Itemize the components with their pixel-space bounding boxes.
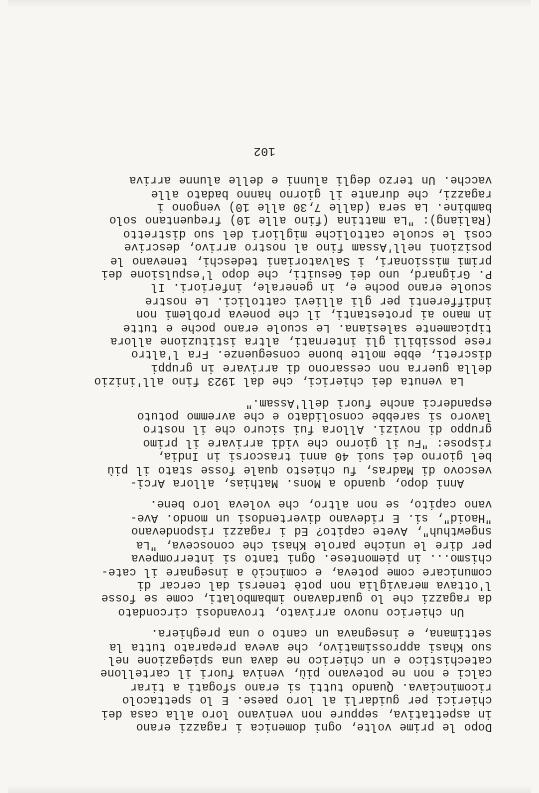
text-line: bel giorno dei suoi 40 anni trascorsi in India, xyxy=(157,449,492,463)
text-line: per dire le uniche parole Khasi che conosceva, "La xyxy=(136,537,492,551)
text-line: Dopo le prime volte, ogni domenica i ragazzi erano xyxy=(136,720,492,733)
text-line: bambine. La sera (dalle 7,30 alle 10) vengono i xyxy=(157,199,492,213)
text-line: ricominciava. Quando tutti si erano sfogati a tirar xyxy=(130,679,492,693)
paragraph xyxy=(37,173,492,388)
text-line: vescovo di Madras, fu chiesto quale fosse stato il più xyxy=(107,462,492,476)
text-line: primi missionari, i Salvatoriani tedeschi, tenevano le xyxy=(110,253,492,267)
text-line: P. Grignard, uno dei Gesuiti, che dopo l'espulsione dei xyxy=(101,267,492,280)
text-line: posizioni nell'Assam fino al nostro arrivo, descrive xyxy=(124,240,492,254)
paragraph xyxy=(37,497,492,618)
text-line: "Haoid", si. E ridevano divertendosi un mondo. Ave- xyxy=(130,510,492,524)
text-line: espanderci anche fuori dell'Assam." xyxy=(245,395,492,409)
text-line: suo Khasi approssimativo, che aveva preparato tutta la xyxy=(109,639,492,653)
text-line: discreti, ebbe molte buone conseguenze. Fra l'altro xyxy=(131,347,492,361)
text-line: La venuta dei chierici, che dal 1923 fino all'inizio xyxy=(94,374,464,388)
text-line: catechistico e un chierico ne dava una spiegazione nel xyxy=(108,652,492,666)
page-number: 102 xyxy=(253,143,276,158)
text-line: calci e non ne potevano più, veniva fuori il cartellone xyxy=(100,666,492,680)
text-line: indifferenti per gli allievi cattolici. Le nostre xyxy=(145,293,492,307)
document-body xyxy=(37,143,492,733)
paragraph xyxy=(37,395,492,489)
text-line: ragazzi, che durante il giorno hanno badato alle xyxy=(151,186,492,200)
text-line: così le scuole cattoliche migliori del suo distretto xyxy=(123,226,492,240)
text-line: sngewthuh", Avete capito? Ed i ragazzi rispondevano xyxy=(131,524,492,538)
text-line: settimana, e insegnava un canto o una preghiera. xyxy=(151,626,492,640)
text-line: comunicare come poteva, e cominciò a insegnare il cate- xyxy=(101,564,492,578)
text-line: rispose: "Fu il giorno che vidi arrivare il primo xyxy=(143,435,492,449)
text-line: l'ottava meraviglia non potè tenersi dal cercar di xyxy=(137,577,492,591)
text-line: in aspettativa, seppure non venivano loro alla casa dei xyxy=(101,706,492,720)
paragraph xyxy=(37,626,492,733)
text-line: lavoro si sarebbe consolidato e che avremmo potuto xyxy=(137,409,492,423)
text-line: scuole erano poche e, in generale, inferiori. Il xyxy=(151,280,492,294)
text-line: gruppo di novizi. Allora fui sicuro che il nostro xyxy=(143,422,492,436)
text-line: (Raliang): "La mattina (fino alle 10) frequentano solo xyxy=(109,213,492,227)
text-line: vacche. Un terzo degli alunni e delle alunne arriva xyxy=(129,173,492,187)
text-line: rese possibili gli internati, altra istituzione allora xyxy=(110,334,492,348)
text-line: chismo... in piemontese. Ogni tanto si interrompeva xyxy=(131,551,492,565)
text-line: della guerra non cessarono di arrivare in gruppi xyxy=(151,360,492,374)
text-line: chierici per guidarli al loro paese. E lo spettacolo xyxy=(122,693,492,707)
text-line: tipicamente salesiana. Le scuole erano poche e tutte xyxy=(123,320,492,334)
text-line: in mano ai protestanti, il che poneva problemi non xyxy=(136,307,492,321)
text-line: Anni dopo, quando a Mons. Mathias, allora Arci- xyxy=(130,476,464,490)
text-line: vano capito, se non altro, che voleva loro bene. xyxy=(150,497,492,511)
text-line: Un chierico nuovo arrivato, trovandosi circondato xyxy=(118,604,464,618)
text-line: da ragazzi che lo guardavano imbambolati, come se fosse xyxy=(101,591,492,605)
